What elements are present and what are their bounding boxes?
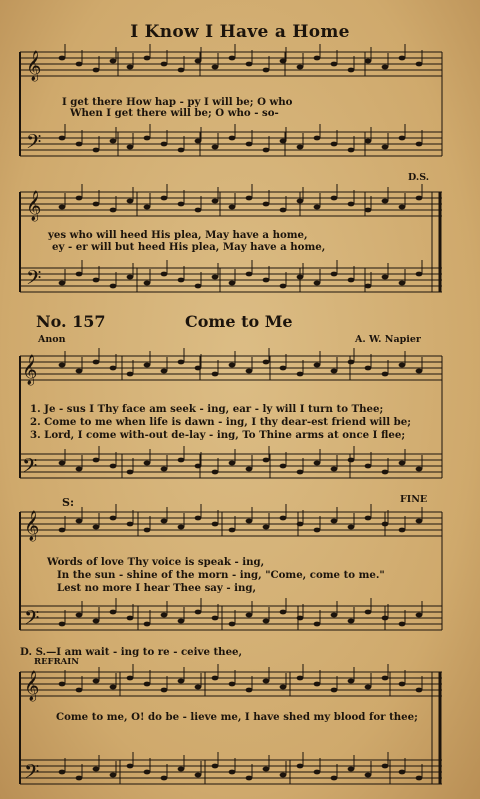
note-head — [144, 136, 151, 141]
note-head — [331, 467, 338, 472]
note-head — [178, 68, 185, 73]
note-head — [195, 139, 202, 144]
note-head — [178, 278, 185, 283]
note-head — [297, 764, 304, 769]
note-head — [59, 461, 66, 466]
note-head — [212, 65, 219, 70]
note-head — [416, 196, 423, 201]
note-head — [161, 142, 168, 147]
note-head — [178, 767, 185, 772]
note-head — [229, 770, 236, 775]
lyric-line: ey - er will but heed His plea, May have a home, — [52, 241, 326, 253]
hymn-title-2: Come to Me — [185, 312, 293, 331]
note-head — [246, 272, 253, 277]
note-head — [110, 284, 117, 289]
note-head — [365, 516, 372, 521]
refrain-lyric-line: Come to me, O! do be - lieve me, I have shed my blood for thee; — [56, 711, 418, 723]
note-head — [365, 685, 372, 690]
note-head — [365, 773, 372, 778]
note-head — [144, 56, 151, 61]
note-head — [178, 458, 185, 463]
note-head — [93, 525, 100, 530]
note-head — [246, 196, 253, 201]
note-head — [195, 366, 202, 371]
note-head — [399, 682, 406, 687]
note-head — [297, 145, 304, 150]
note-head — [161, 369, 168, 374]
note-head — [229, 461, 236, 466]
note-head — [144, 528, 151, 533]
note-head — [229, 136, 236, 141]
note-head — [212, 470, 219, 475]
staff-system-5 — [0, 660, 480, 796]
note-head — [314, 205, 321, 210]
note-head — [416, 519, 423, 524]
note-head — [382, 676, 389, 681]
note-head — [93, 360, 100, 365]
note-head — [93, 202, 100, 207]
note-head — [348, 525, 355, 530]
svg-text:𝄢: 𝄢 — [24, 606, 40, 634]
note-head — [297, 522, 304, 527]
note-head — [263, 68, 270, 73]
music-staff-svg — [0, 660, 480, 796]
note-head — [263, 679, 270, 684]
note-head — [348, 202, 355, 207]
note-head — [399, 363, 406, 368]
note-head — [229, 363, 236, 368]
hymn-title-1: I Know I Have a Home — [130, 22, 350, 42]
note-head — [127, 65, 134, 70]
note-head — [263, 278, 270, 283]
note-head — [348, 619, 355, 624]
note-head — [263, 360, 270, 365]
note-head — [280, 773, 287, 778]
note-head — [263, 767, 270, 772]
note-head — [314, 770, 321, 775]
note-head — [59, 205, 66, 210]
note-head — [59, 682, 66, 687]
note-head — [314, 682, 321, 687]
note-head — [331, 62, 338, 67]
note-head — [195, 773, 202, 778]
note-head — [348, 278, 355, 283]
note-head — [331, 776, 338, 781]
note-head — [59, 56, 66, 61]
note-head — [195, 610, 202, 615]
note-head — [280, 464, 287, 469]
note-head — [416, 62, 423, 67]
note-head — [331, 369, 338, 374]
note-head — [144, 281, 151, 286]
note-head — [212, 676, 219, 681]
note-head — [246, 467, 253, 472]
note-head — [246, 62, 253, 67]
note-head — [127, 199, 134, 204]
note-head — [127, 470, 134, 475]
note-head — [76, 688, 83, 693]
ds-mark: D.S. — [408, 172, 430, 183]
note-head — [178, 679, 185, 684]
author-right: A. W. Napier — [355, 334, 421, 345]
note-head — [331, 196, 338, 201]
note-head — [59, 136, 66, 141]
svg-text:𝄞: 𝄞 — [26, 191, 42, 221]
note-head — [59, 363, 66, 368]
note-head — [263, 525, 270, 530]
note-head — [195, 59, 202, 64]
note-head — [399, 461, 406, 466]
note-head — [59, 528, 66, 533]
note-head — [110, 208, 117, 213]
note-head — [314, 363, 321, 368]
note-head — [246, 613, 253, 618]
note-head — [93, 679, 100, 684]
note-head — [178, 148, 185, 153]
note-head — [280, 139, 287, 144]
lyric-line: I get there How hap - py I will be; O who — [62, 96, 293, 108]
note-head — [263, 148, 270, 153]
note-head — [212, 275, 219, 280]
note-head — [416, 369, 423, 374]
note-head — [246, 142, 253, 147]
note-head — [110, 773, 117, 778]
note-head — [416, 776, 423, 781]
note-head — [382, 145, 389, 150]
note-head — [399, 136, 406, 141]
note-head — [365, 464, 372, 469]
note-head — [161, 196, 168, 201]
note-head — [212, 764, 219, 769]
note-head — [297, 470, 304, 475]
note-head — [127, 275, 134, 280]
note-head — [382, 616, 389, 621]
note-head — [365, 284, 372, 289]
note-head — [76, 62, 83, 67]
note-head — [59, 281, 66, 286]
note-head — [348, 458, 355, 463]
note-head — [416, 467, 423, 472]
note-head — [382, 764, 389, 769]
note-head — [280, 208, 287, 213]
note-head — [161, 467, 168, 472]
note-head — [76, 369, 83, 374]
note-head — [212, 372, 219, 377]
note-head — [110, 366, 117, 371]
note-head — [178, 360, 185, 365]
note-head — [365, 59, 372, 64]
note-head — [331, 519, 338, 524]
note-head — [280, 284, 287, 289]
note-head — [161, 272, 168, 277]
note-head — [76, 776, 83, 781]
note-head — [229, 528, 236, 533]
note-head — [76, 272, 83, 277]
note-head — [399, 622, 406, 627]
note-head — [280, 366, 287, 371]
note-head — [280, 610, 287, 615]
note-head — [399, 528, 406, 533]
note-head — [416, 613, 423, 618]
note-head — [110, 139, 117, 144]
note-head — [297, 199, 304, 204]
note-head — [399, 770, 406, 775]
ds-text-line: D. S.—I am wait - ing to re - ceive thee, — [20, 646, 243, 658]
refrain-label: REFRAIN — [34, 657, 79, 667]
note-head — [399, 281, 406, 286]
note-head — [365, 366, 372, 371]
note-head — [195, 516, 202, 521]
note-head — [127, 616, 134, 621]
chorus-line-1: Words of love Thy voice is speak - ing, — [47, 556, 265, 568]
note-head — [178, 619, 185, 624]
note-head — [246, 688, 253, 693]
note-head — [144, 363, 151, 368]
note-head — [382, 522, 389, 527]
note-head — [110, 464, 117, 469]
note-head — [144, 205, 151, 210]
note-head — [110, 516, 117, 521]
note-head — [314, 528, 321, 533]
note-head — [382, 65, 389, 70]
note-head — [348, 767, 355, 772]
note-head — [229, 622, 236, 627]
svg-text:𝄞: 𝄞 — [26, 51, 42, 81]
note-head — [297, 616, 304, 621]
note-head — [178, 525, 185, 530]
note-head — [59, 770, 66, 775]
chorus-line-3: Lest no more I hear Thee say - ing, — [57, 582, 257, 594]
note-head — [280, 685, 287, 690]
lyric-line: When I get there will be; O who - so- — [70, 107, 279, 119]
note-head — [263, 619, 270, 624]
note-head — [127, 676, 134, 681]
note-head — [93, 767, 100, 772]
note-head — [93, 458, 100, 463]
note-head — [297, 372, 304, 377]
note-head — [144, 682, 151, 687]
note-head — [382, 275, 389, 280]
note-head — [110, 59, 117, 64]
fine-mark: FINE — [400, 494, 428, 505]
note-head — [365, 139, 372, 144]
note-head — [161, 688, 168, 693]
note-head — [348, 148, 355, 153]
note-head — [127, 372, 134, 377]
note-head — [212, 145, 219, 150]
svg-text:𝄢: 𝄢 — [22, 454, 38, 482]
note-head — [399, 205, 406, 210]
note-head — [331, 142, 338, 147]
note-head — [144, 461, 151, 466]
verse-line-3: 3. Lord, I come with-out de-lay - ing, To Thine arms at once I flee; — [30, 429, 406, 441]
svg-text:𝄞: 𝄞 — [24, 511, 40, 541]
note-head — [195, 685, 202, 690]
note-head — [263, 458, 270, 463]
lyric-line: yes who will heed His plea, May have a home, — [48, 229, 308, 241]
hymn-number: No. 157 — [36, 312, 106, 331]
note-head — [331, 613, 338, 618]
note-head — [76, 467, 83, 472]
author-left: Anon — [38, 334, 66, 345]
note-head — [365, 208, 372, 213]
note-head — [161, 613, 168, 618]
note-head — [365, 610, 372, 615]
note-head — [382, 372, 389, 377]
note-head — [195, 284, 202, 289]
note-head — [110, 685, 117, 690]
note-head — [144, 770, 151, 775]
note-head — [93, 278, 100, 283]
note-head — [127, 522, 134, 527]
svg-text:𝄞: 𝄞 — [24, 671, 40, 701]
note-head — [110, 610, 117, 615]
note-head — [348, 360, 355, 365]
note-head — [416, 688, 423, 693]
note-head — [178, 202, 185, 207]
note-head — [246, 519, 253, 524]
note-head — [195, 208, 202, 213]
note-head — [76, 142, 83, 147]
note-head — [212, 616, 219, 621]
note-head — [76, 613, 83, 618]
note-head — [331, 272, 338, 277]
note-head — [59, 622, 66, 627]
verse-line-2: 2. Come to me when life is dawn - ing, I thy dear-est friend will be; — [30, 416, 412, 428]
note-head — [76, 196, 83, 201]
note-head — [263, 202, 270, 207]
note-head — [93, 148, 100, 153]
note-head — [195, 464, 202, 469]
svg-text:𝄢: 𝄢 — [24, 760, 40, 788]
note-head — [280, 516, 287, 521]
note-head — [246, 776, 253, 781]
note-head — [229, 281, 236, 286]
note-head — [161, 62, 168, 67]
note-head — [229, 205, 236, 210]
note-head — [161, 519, 168, 524]
segno-mark: S: — [62, 496, 75, 509]
note-head — [314, 281, 321, 286]
verse-line-1: 1. Je - sus I Thy face am seek - ing, ear - ly will I turn to Thee; — [30, 403, 384, 415]
note-head — [212, 199, 219, 204]
note-head — [144, 622, 151, 627]
note-head — [314, 461, 321, 466]
note-head — [348, 68, 355, 73]
note-head — [297, 65, 304, 70]
note-head — [246, 369, 253, 374]
note-head — [280, 59, 287, 64]
note-head — [127, 764, 134, 769]
note-head — [399, 56, 406, 61]
svg-text:𝄢: 𝄢 — [26, 266, 42, 294]
chorus-line-2: In the sun - shine of the morn - ing, "Come, come to me." — [57, 569, 385, 581]
note-head — [212, 522, 219, 527]
note-head — [229, 56, 236, 61]
note-head — [314, 136, 321, 141]
note-head — [127, 145, 134, 150]
note-head — [297, 275, 304, 280]
note-head — [314, 622, 321, 627]
note-head — [331, 688, 338, 693]
note-head — [229, 682, 236, 687]
note-head — [314, 56, 321, 61]
note-head — [416, 142, 423, 147]
note-head — [382, 199, 389, 204]
note-head — [348, 679, 355, 684]
note-head — [161, 776, 168, 781]
note-head — [93, 619, 100, 624]
svg-text:𝄞: 𝄞 — [22, 355, 38, 385]
note-head — [416, 272, 423, 277]
note-head — [76, 519, 83, 524]
note-head — [93, 68, 100, 73]
note-head — [297, 676, 304, 681]
svg-text:𝄢: 𝄢 — [26, 130, 42, 158]
note-head — [382, 470, 389, 475]
